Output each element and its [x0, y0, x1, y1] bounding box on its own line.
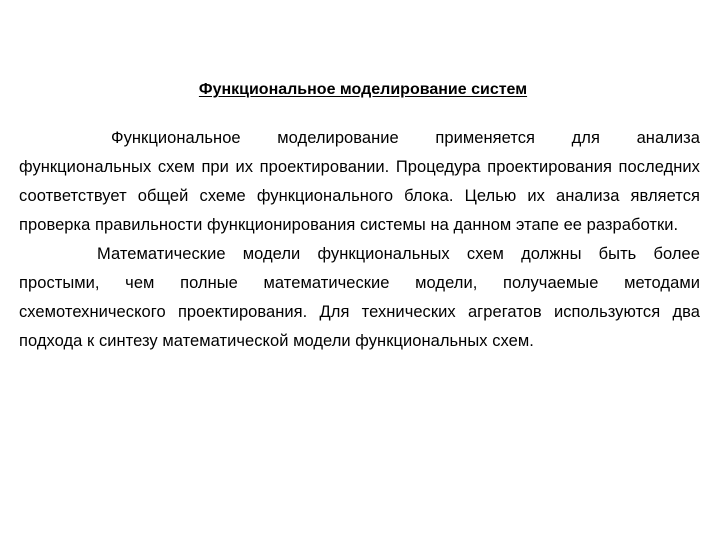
slide-body [19, 124, 700, 356]
paragraph-1: Функциональное моделирование применяется для анализа функциональных схем при их проектировании. Процедура проектирования последних соответствует общей схеме функционального блока. Целью их анализа является проверка правильности функционирования системы на данном этапе ее разработки. [19, 129, 700, 234]
slide-title: Функциональное моделирование систем [198, 81, 528, 98]
paragraph-2: Математические модели функциональных схем должны быть более простыми, чем полные математические модели, получаемые методами схемотехнического проектирования. Для технических агрегатов используются два подхода к синтезу математической модели функциональных схем. [19, 245, 700, 350]
